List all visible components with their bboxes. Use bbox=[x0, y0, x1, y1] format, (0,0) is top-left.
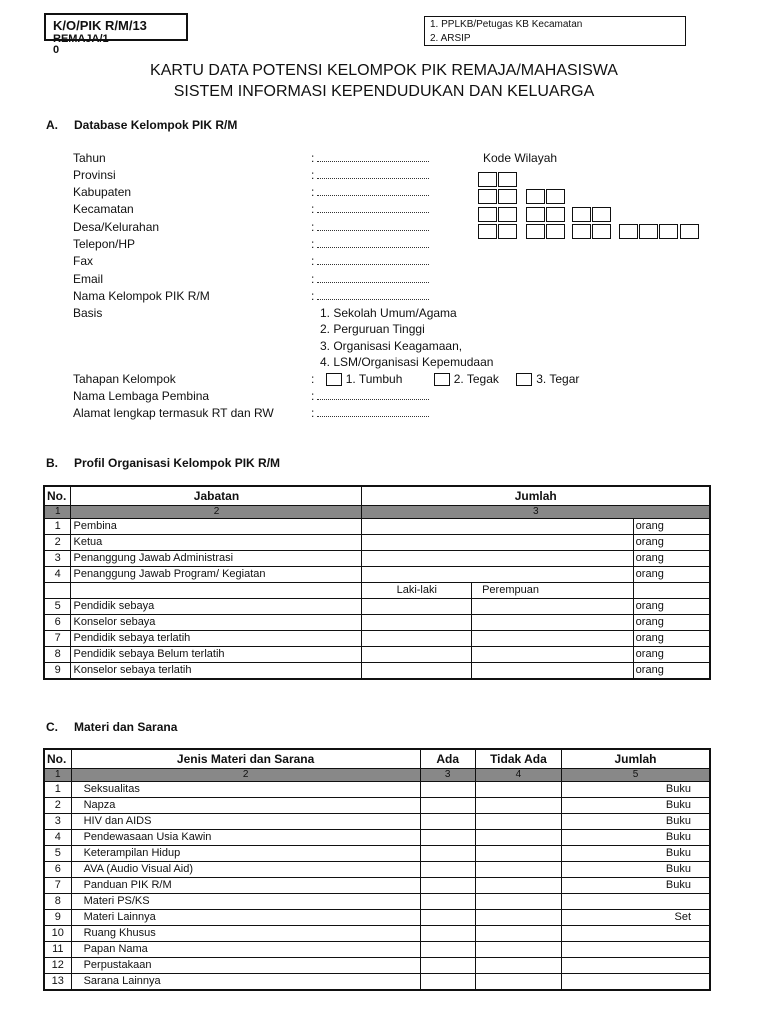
section-b-heading bbox=[46, 456, 280, 470]
distribution-item: 1. PPLKB/Petugas KB Kecamatan bbox=[430, 19, 583, 30]
materi-name: AVA (Audio Visual Aid) bbox=[71, 862, 420, 878]
table-row bbox=[44, 862, 710, 878]
jumlah-cell[interactable]: Buku bbox=[562, 782, 710, 798]
table-row bbox=[44, 942, 710, 958]
field-pembina-label: Nama Lembaga Pembina bbox=[73, 389, 210, 403]
column-header: Jumlah bbox=[362, 486, 710, 506]
form-code-line3: 0 bbox=[53, 44, 60, 56]
ada-cell[interactable] bbox=[420, 878, 475, 894]
row-number: 4 bbox=[44, 830, 71, 846]
tidak-ada-cell[interactable] bbox=[475, 942, 561, 958]
tidak-ada-cell[interactable] bbox=[475, 974, 561, 991]
male-cell[interactable] bbox=[362, 615, 472, 631]
tahapan-options: : 1. Tumbuh 2. Tegak 3. Tegar bbox=[311, 372, 580, 386]
field-provinsi-label: Provinsi bbox=[73, 168, 116, 182]
field-nama-kelompok-label: Nama Kelompok PIK R/M bbox=[73, 289, 210, 303]
field-kabupaten-label: Kabupaten bbox=[73, 185, 132, 199]
kode-box[interactable] bbox=[526, 207, 545, 222]
field-tahun-input[interactable]: : bbox=[311, 150, 429, 167]
jumlah-cell[interactable] bbox=[362, 567, 633, 583]
kode-box[interactable] bbox=[498, 224, 517, 239]
tahapan-tumbuh-checkbox[interactable] bbox=[326, 373, 342, 386]
materi-name: Panduan PIK R/M bbox=[71, 878, 420, 894]
kode-box[interactable] bbox=[478, 207, 497, 222]
column-number: 5 bbox=[562, 769, 710, 782]
jumlah-cell[interactable] bbox=[362, 519, 633, 535]
row-number: 11 bbox=[44, 942, 71, 958]
field-basis-label: Basis bbox=[73, 306, 103, 320]
kode-box[interactable] bbox=[478, 224, 497, 239]
table-row bbox=[44, 878, 710, 894]
jumlah-cell[interactable]: Buku bbox=[562, 846, 710, 862]
ada-cell[interactable] bbox=[420, 846, 475, 862]
field-fax-label: Fax bbox=[73, 254, 94, 268]
section-c-number: C. bbox=[46, 720, 58, 734]
kode-box[interactable] bbox=[546, 207, 565, 222]
kode-wilayah-label: Kode Wilayah bbox=[483, 151, 558, 165]
column-number: 1 bbox=[44, 506, 71, 519]
jumlah-cell[interactable] bbox=[362, 551, 633, 567]
tahapan-tegak-checkbox[interactable] bbox=[434, 373, 450, 386]
materi-name: Perpustakaan bbox=[71, 958, 420, 974]
tidak-ada-cell[interactable] bbox=[475, 910, 561, 926]
ada-cell[interactable] bbox=[420, 782, 475, 798]
basis-option: 4. LSM/Organisasi Kepemudaan bbox=[320, 355, 494, 369]
table-row: 9 Konselor sebaya terlatih orang bbox=[44, 663, 710, 680]
tidak-ada-cell[interactable] bbox=[475, 814, 561, 830]
materi-name: Materi Lainnya bbox=[71, 910, 420, 926]
section-b-title: Profil Organisasi Kelompok PIK R/M bbox=[74, 456, 281, 470]
page-subtitle: SISTEM INFORMASI KEPENDUDUKAN DAN KELUARGA bbox=[173, 83, 595, 100]
ada-cell[interactable] bbox=[420, 910, 475, 926]
column-header: Jenis Materi dan Sarana bbox=[71, 749, 420, 769]
jumlah-cell[interactable]: Buku bbox=[562, 862, 710, 878]
form-code-line2: REMAJA/1 bbox=[53, 33, 109, 45]
jumlah-cell[interactable] bbox=[362, 535, 633, 551]
column-header: Jumlah bbox=[562, 749, 710, 769]
table-row bbox=[44, 926, 710, 942]
field-desa-input[interactable]: : bbox=[311, 219, 429, 236]
tahapan-tegar-label: 3. Tegar bbox=[536, 372, 580, 386]
materi-name: Keterampilan Hidup bbox=[71, 846, 420, 862]
female-subheader: Perempuan bbox=[472, 583, 634, 599]
male-cell[interactable] bbox=[362, 631, 472, 647]
table-row bbox=[44, 814, 710, 830]
kode-box[interactable] bbox=[592, 207, 611, 222]
jumlah-cell[interactable]: Buku bbox=[562, 830, 710, 846]
table-row: 5 Pendidik sebaya orang bbox=[44, 599, 710, 615]
materi-name: Seksualitas bbox=[71, 782, 420, 798]
table-row bbox=[44, 958, 710, 974]
kode-box[interactable] bbox=[659, 224, 678, 239]
jumlah-cell[interactable]: Buku bbox=[562, 814, 710, 830]
column-header: Tidak Ada bbox=[475, 749, 561, 769]
row-number: 6 bbox=[44, 862, 71, 878]
tahapan-tegar-checkbox[interactable] bbox=[516, 373, 532, 386]
female-cell[interactable] bbox=[472, 599, 634, 615]
basis-option: 2. Perguruan Tinggi bbox=[320, 322, 425, 336]
field-nama-kelompok-input[interactable]: : bbox=[311, 288, 429, 305]
field-alamat-label: Alamat lengkap termasuk RT dan RW bbox=[73, 406, 274, 420]
table-row bbox=[44, 782, 710, 798]
column-number: 4 bbox=[475, 769, 561, 782]
column-number: 2 bbox=[71, 769, 420, 782]
kode-box[interactable] bbox=[478, 189, 497, 204]
kode-box[interactable] bbox=[592, 224, 611, 239]
jumlah-cell[interactable] bbox=[562, 958, 710, 974]
table-row: 3 Penanggung Jawab Administrasi orang bbox=[44, 551, 710, 567]
tidak-ada-cell[interactable] bbox=[475, 782, 561, 798]
column-number: 3 bbox=[420, 769, 475, 782]
kode-box[interactable] bbox=[546, 224, 565, 239]
gender-subheader-row bbox=[44, 583, 710, 599]
section-c-heading bbox=[46, 720, 177, 734]
section-a-title: Database Kelompok PIK R/M bbox=[74, 118, 238, 132]
female-cell[interactable] bbox=[472, 615, 634, 631]
tidak-ada-cell[interactable] bbox=[475, 830, 561, 846]
table-row: 7 Pendidik sebaya terlatih orang bbox=[44, 631, 710, 647]
column-header: Jabatan bbox=[71, 486, 362, 506]
page-title: KARTU DATA POTENSI KELOMPOK PIK REMAJA/MAHASISWA bbox=[150, 62, 618, 79]
ada-cell[interactable] bbox=[420, 926, 475, 942]
tahapan-tegak-label: 2. Tegak bbox=[453, 372, 499, 386]
materi-sarana-table bbox=[43, 748, 711, 991]
tidak-ada-cell[interactable] bbox=[475, 862, 561, 878]
section-a-heading bbox=[46, 118, 237, 132]
kode-box[interactable] bbox=[572, 207, 591, 222]
row-number: 7 bbox=[44, 878, 71, 894]
materi-name: Pendewasaan Usia Kawin bbox=[71, 830, 420, 846]
tidak-ada-cell[interactable] bbox=[475, 958, 561, 974]
ada-cell[interactable] bbox=[420, 942, 475, 958]
row-number: 2 bbox=[44, 798, 71, 814]
ada-cell[interactable] bbox=[420, 862, 475, 878]
ada-cell[interactable] bbox=[420, 830, 475, 846]
section-c-title: Materi dan Sarana bbox=[74, 720, 178, 734]
male-subheader: Laki-laki bbox=[362, 583, 472, 599]
table-row: 4 Penanggung Jawab Program/ Kegiatan orang bbox=[44, 567, 710, 583]
table-row: 6 Konselor sebaya orang bbox=[44, 615, 710, 631]
field-kabupaten-input[interactable]: : bbox=[311, 184, 429, 201]
table-row: 2 Ketua orang bbox=[44, 535, 710, 551]
row-number: 3 bbox=[44, 814, 71, 830]
field-tahun-label: Tahun bbox=[73, 151, 106, 165]
table-row bbox=[44, 846, 710, 862]
tahapan-tumbuh-label: 1. Tumbuh bbox=[345, 372, 403, 386]
field-email-input[interactable]: : bbox=[311, 271, 429, 288]
kode-box[interactable] bbox=[639, 224, 658, 239]
materi-name: Napza bbox=[71, 798, 420, 814]
female-cell[interactable] bbox=[472, 631, 634, 647]
materi-name: HIV dan AIDS bbox=[71, 814, 420, 830]
kode-box[interactable] bbox=[546, 189, 565, 204]
column-header: No. bbox=[44, 749, 71, 769]
field-provinsi-input[interactable]: : bbox=[311, 167, 429, 184]
ada-cell[interactable] bbox=[420, 894, 475, 910]
column-number: 1 bbox=[44, 769, 71, 782]
tidak-ada-cell[interactable] bbox=[475, 926, 561, 942]
kode-box[interactable] bbox=[572, 224, 591, 239]
field-pembina-input[interactable]: : bbox=[311, 388, 429, 405]
table-row bbox=[44, 910, 710, 926]
kode-box[interactable] bbox=[680, 224, 699, 239]
materi-name: Papan Nama bbox=[71, 942, 420, 958]
form-code bbox=[53, 17, 163, 56]
jumlah-cell[interactable] bbox=[562, 974, 710, 991]
form-code-line1: K/O/PIK R/M/13 bbox=[53, 18, 147, 33]
row-number: 1 bbox=[44, 782, 71, 798]
field-telepon-input[interactable]: : bbox=[311, 236, 429, 253]
table-row bbox=[44, 894, 710, 910]
row-number: 5 bbox=[44, 846, 71, 862]
column-header: No. bbox=[44, 486, 71, 506]
field-alamat-input[interactable]: : bbox=[311, 405, 429, 422]
table-row: 1 Pembina orang bbox=[44, 519, 710, 535]
kode-box[interactable] bbox=[498, 189, 517, 204]
column-number: 3 bbox=[362, 506, 710, 519]
jumlah-cell[interactable]: Set bbox=[562, 910, 710, 926]
jumlah-cell[interactable]: Buku bbox=[562, 878, 710, 894]
male-cell[interactable] bbox=[362, 647, 472, 663]
profil-organisasi-table bbox=[43, 485, 711, 680]
ada-cell[interactable] bbox=[420, 958, 475, 974]
column-number: 2 bbox=[71, 506, 362, 519]
table-row bbox=[44, 798, 710, 814]
female-cell[interactable] bbox=[472, 663, 634, 680]
field-kecamatan-input[interactable]: : bbox=[311, 201, 429, 218]
kode-box[interactable] bbox=[526, 189, 545, 204]
kode-box[interactable] bbox=[526, 224, 545, 239]
jumlah-cell[interactable] bbox=[562, 942, 710, 958]
materi-name: Ruang Khusus bbox=[71, 926, 420, 942]
materi-name: Materi PS/KS bbox=[71, 894, 420, 910]
section-a-number: A. bbox=[46, 118, 58, 132]
ada-cell[interactable] bbox=[420, 974, 475, 991]
tidak-ada-cell[interactable] bbox=[475, 798, 561, 814]
male-cell[interactable] bbox=[362, 599, 472, 615]
table-row bbox=[44, 830, 710, 846]
section-b-number: B. bbox=[46, 456, 58, 470]
jumlah-cell[interactable] bbox=[562, 894, 710, 910]
basis-option: 3. Organisasi Keagamaan, bbox=[320, 339, 463, 353]
row-number: 13 bbox=[44, 974, 71, 991]
row-number: 8 bbox=[44, 894, 71, 910]
materi-name: Sarana Lainnya bbox=[71, 974, 420, 991]
tidak-ada-cell[interactable] bbox=[475, 846, 561, 862]
kode-box[interactable] bbox=[619, 224, 638, 239]
field-telepon-label: Telepon/HP bbox=[73, 237, 136, 251]
jumlah-cell[interactable] bbox=[562, 926, 710, 942]
row-number: 10 bbox=[44, 926, 71, 942]
field-email-label: Email bbox=[73, 272, 104, 286]
field-fax-input[interactable]: : bbox=[311, 253, 429, 270]
table-row: 8 Pendidik sebaya Belum terlatih orang bbox=[44, 647, 710, 663]
basis-option: 1. Sekolah Umum/Agama bbox=[320, 306, 457, 320]
kode-box[interactable] bbox=[498, 172, 517, 187]
male-cell[interactable] bbox=[362, 663, 472, 680]
distribution-item: 2. ARSIP bbox=[430, 33, 471, 44]
column-header: Ada bbox=[420, 749, 475, 769]
kode-box[interactable] bbox=[478, 172, 497, 187]
row-number: 12 bbox=[44, 958, 71, 974]
field-kecamatan-label: Kecamatan bbox=[73, 202, 134, 216]
tidak-ada-cell[interactable] bbox=[475, 878, 561, 894]
row-number: 9 bbox=[44, 910, 71, 926]
tidak-ada-cell[interactable] bbox=[475, 894, 561, 910]
table-row bbox=[44, 974, 710, 991]
ada-cell[interactable] bbox=[420, 798, 475, 814]
field-tahapan-label: Tahapan Kelompok bbox=[73, 372, 176, 386]
kode-box[interactable] bbox=[498, 207, 517, 222]
distribution-box bbox=[424, 16, 686, 46]
field-desa-label: Desa/Kelurahan bbox=[73, 220, 160, 234]
ada-cell[interactable] bbox=[420, 814, 475, 830]
female-cell[interactable] bbox=[472, 647, 634, 663]
jumlah-cell[interactable]: Buku bbox=[562, 798, 710, 814]
